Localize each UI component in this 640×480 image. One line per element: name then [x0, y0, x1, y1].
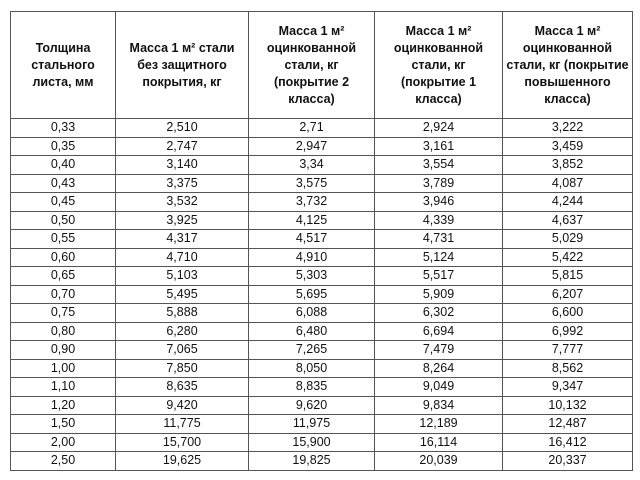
cell-mass-class-1: 20,039 — [375, 452, 503, 471]
cell-mass-high-class: 5,029 — [503, 230, 633, 249]
cell-thickness: 0,75 — [11, 304, 116, 323]
cell-thickness: 0,60 — [11, 248, 116, 267]
cell-thickness: 0,40 — [11, 156, 116, 175]
header-row — [11, 12, 633, 119]
cell-thickness: 1,20 — [11, 396, 116, 415]
table-row — [11, 174, 633, 193]
cell-mass-uncoated: 19,625 — [116, 452, 249, 471]
cell-mass-class-1: 2,924 — [375, 119, 503, 138]
cell-mass-uncoated: 5,888 — [116, 304, 249, 323]
table-row — [11, 433, 633, 452]
table-row — [11, 230, 633, 249]
table-row — [11, 267, 633, 286]
cell-mass-class-2: 15,900 — [249, 433, 375, 452]
cell-thickness: 0,90 — [11, 341, 116, 360]
cell-mass-uncoated: 5,495 — [116, 285, 249, 304]
cell-mass-uncoated: 15,700 — [116, 433, 249, 452]
header-mass-coating-class-1: Масса 1 м² оцинкованной стали, кг (покрытие 1 класса) — [375, 12, 503, 119]
cell-mass-high-class: 6,992 — [503, 322, 633, 341]
cell-mass-uncoated: 9,420 — [116, 396, 249, 415]
cell-mass-class-1: 8,264 — [375, 359, 503, 378]
cell-mass-uncoated: 11,775 — [116, 415, 249, 434]
header-mass-uncoated: Масса 1 м² стали без защитного покрытия, кг — [116, 12, 249, 119]
table-row — [11, 378, 633, 397]
cell-mass-class-1: 3,789 — [375, 174, 503, 193]
table-row — [11, 415, 633, 434]
table-row — [11, 341, 633, 360]
table-body — [11, 119, 633, 471]
cell-thickness: 1,00 — [11, 359, 116, 378]
cell-thickness: 0,80 — [11, 322, 116, 341]
table-row — [11, 452, 633, 471]
cell-mass-uncoated: 3,375 — [116, 174, 249, 193]
cell-mass-class-2: 11,975 — [249, 415, 375, 434]
steel-mass-table — [10, 11, 633, 471]
cell-mass-class-2: 6,480 — [249, 322, 375, 341]
cell-thickness: 0,55 — [11, 230, 116, 249]
cell-mass-uncoated: 6,280 — [116, 322, 249, 341]
cell-mass-class-2: 8,050 — [249, 359, 375, 378]
cell-mass-class-2: 4,910 — [249, 248, 375, 267]
cell-mass-high-class: 7,777 — [503, 341, 633, 360]
cell-mass-high-class: 5,422 — [503, 248, 633, 267]
cell-mass-class-2: 4,125 — [249, 211, 375, 230]
cell-mass-uncoated: 2,747 — [116, 137, 249, 156]
cell-mass-high-class: 3,459 — [503, 137, 633, 156]
table-row — [11, 322, 633, 341]
cell-mass-class-1: 3,554 — [375, 156, 503, 175]
cell-mass-class-2: 6,088 — [249, 304, 375, 323]
cell-mass-uncoated: 4,710 — [116, 248, 249, 267]
cell-mass-class-1: 5,124 — [375, 248, 503, 267]
cell-thickness: 0,33 — [11, 119, 116, 138]
header-mass-coating-class-2: Масса 1 м² оцинкованной стали, кг (покрытие 2 класса) — [249, 12, 375, 119]
cell-mass-class-2: 2,71 — [249, 119, 375, 138]
cell-thickness: 2,00 — [11, 433, 116, 452]
table-row — [11, 211, 633, 230]
cell-mass-class-2: 2,947 — [249, 137, 375, 156]
cell-mass-high-class: 3,852 — [503, 156, 633, 175]
cell-mass-uncoated: 7,850 — [116, 359, 249, 378]
cell-mass-uncoated: 4,317 — [116, 230, 249, 249]
table-row — [11, 359, 633, 378]
cell-thickness: 2,50 — [11, 452, 116, 471]
cell-mass-class-1: 3,946 — [375, 193, 503, 212]
cell-mass-class-1: 5,517 — [375, 267, 503, 286]
cell-thickness: 0,50 — [11, 211, 116, 230]
cell-mass-class-1: 9,834 — [375, 396, 503, 415]
cell-mass-class-2: 4,517 — [249, 230, 375, 249]
cell-mass-high-class: 6,600 — [503, 304, 633, 323]
cell-thickness: 0,70 — [11, 285, 116, 304]
cell-mass-high-class: 20,337 — [503, 452, 633, 471]
cell-mass-class-2: 5,303 — [249, 267, 375, 286]
table-row — [11, 285, 633, 304]
cell-thickness: 1,50 — [11, 415, 116, 434]
cell-thickness: 0,45 — [11, 193, 116, 212]
table-row — [11, 396, 633, 415]
cell-mass-class-1: 3,161 — [375, 137, 503, 156]
cell-mass-class-2: 3,732 — [249, 193, 375, 212]
cell-mass-class-2: 3,34 — [249, 156, 375, 175]
cell-mass-uncoated: 3,532 — [116, 193, 249, 212]
header-thickness: Толщина стального листа, мм — [11, 12, 116, 119]
cell-mass-class-2: 19,825 — [249, 452, 375, 471]
cell-mass-high-class: 6,207 — [503, 285, 633, 304]
cell-mass-class-1: 9,049 — [375, 378, 503, 397]
cell-mass-uncoated: 3,140 — [116, 156, 249, 175]
table-row — [11, 156, 633, 175]
cell-mass-high-class: 9,347 — [503, 378, 633, 397]
cell-mass-high-class: 10,132 — [503, 396, 633, 415]
cell-mass-high-class: 4,244 — [503, 193, 633, 212]
table-row — [11, 119, 633, 138]
table-row — [11, 193, 633, 212]
cell-mass-class-2: 9,620 — [249, 396, 375, 415]
cell-mass-class-1: 4,339 — [375, 211, 503, 230]
cell-mass-class-1: 6,694 — [375, 322, 503, 341]
cell-mass-class-1: 16,114 — [375, 433, 503, 452]
cell-mass-high-class: 4,087 — [503, 174, 633, 193]
table-row — [11, 248, 633, 267]
cell-mass-uncoated: 5,103 — [116, 267, 249, 286]
cell-mass-class-2: 7,265 — [249, 341, 375, 360]
cell-mass-class-2: 8,835 — [249, 378, 375, 397]
table-row — [11, 304, 633, 323]
cell-thickness: 1,10 — [11, 378, 116, 397]
cell-mass-high-class: 4,637 — [503, 211, 633, 230]
cell-mass-uncoated: 3,925 — [116, 211, 249, 230]
cell-mass-class-2: 5,695 — [249, 285, 375, 304]
cell-mass-high-class: 12,487 — [503, 415, 633, 434]
cell-mass-high-class: 16,412 — [503, 433, 633, 452]
cell-thickness: 0,65 — [11, 267, 116, 286]
cell-mass-class-1: 6,302 — [375, 304, 503, 323]
cell-mass-class-1: 5,909 — [375, 285, 503, 304]
cell-mass-uncoated: 7,065 — [116, 341, 249, 360]
cell-mass-class-1: 7,479 — [375, 341, 503, 360]
table-row — [11, 137, 633, 156]
cell-mass-uncoated: 2,510 — [116, 119, 249, 138]
cell-mass-uncoated: 8,635 — [116, 378, 249, 397]
cell-mass-high-class: 5,815 — [503, 267, 633, 286]
cell-thickness: 0,35 — [11, 137, 116, 156]
cell-mass-class-1: 4,731 — [375, 230, 503, 249]
cell-thickness: 0,43 — [11, 174, 116, 193]
cell-mass-high-class: 3,222 — [503, 119, 633, 138]
cell-mass-high-class: 8,562 — [503, 359, 633, 378]
cell-mass-class-2: 3,575 — [249, 174, 375, 193]
cell-mass-class-1: 12,189 — [375, 415, 503, 434]
header-mass-coating-high-class: Масса 1 м² оцинкованной стали, кг (покрытие повышенного класса) — [503, 12, 633, 119]
